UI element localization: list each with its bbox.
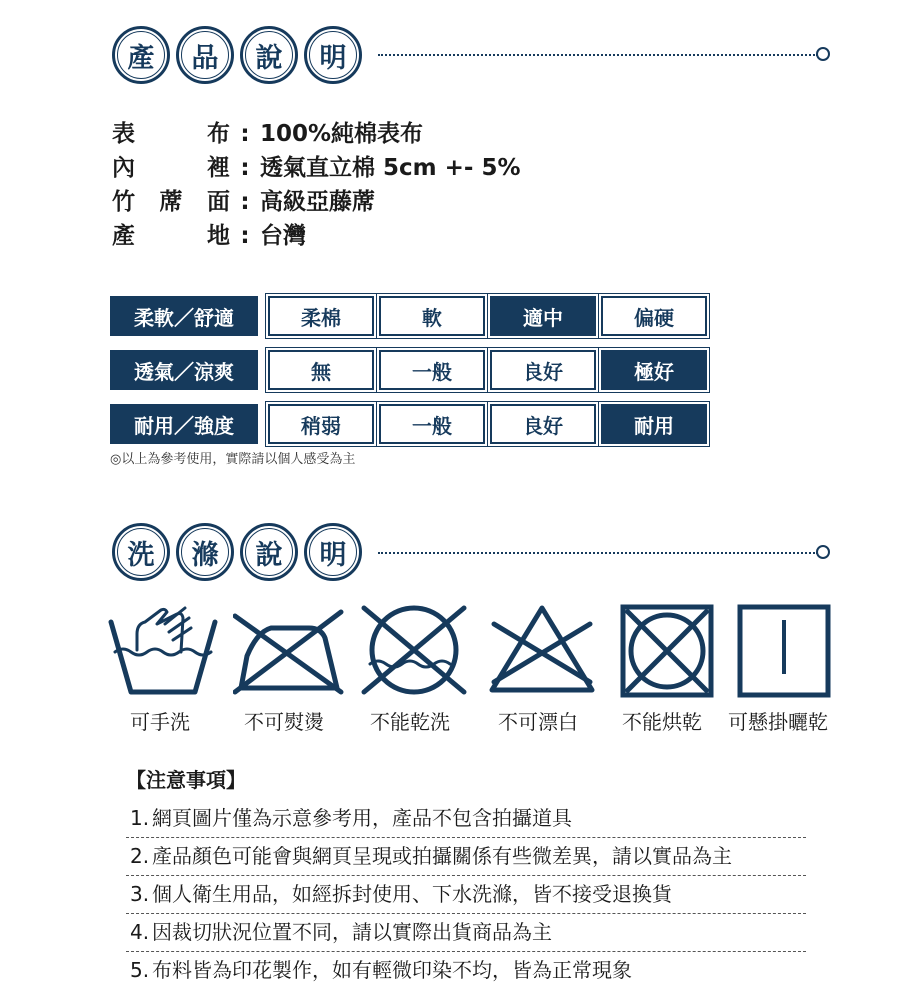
rating-option: 良好 [490, 350, 596, 390]
rating-head: 透氣／涼爽 [110, 350, 258, 390]
rating-option: 一般 [379, 404, 485, 444]
caution-item: 4. 因裁切狀況位置不同，請以實際出貨商品為主 [130, 920, 552, 944]
product-info-title [112, 25, 368, 85]
title-badge: 明 [304, 523, 362, 581]
rating-option: 良好 [490, 404, 596, 444]
rating-option: 無 [268, 350, 374, 390]
rating-head: 柔軟／舒適 [110, 296, 258, 336]
title-divider [378, 552, 818, 554]
spec-value: 台灣 [260, 223, 306, 249]
title-badge: 說 [240, 523, 298, 581]
no-bleach-icon [486, 604, 598, 696]
divider [126, 913, 806, 914]
hand-wash-icon [107, 604, 219, 696]
no-iron-icon [233, 604, 345, 696]
no-tumble-dry-icon [620, 604, 714, 698]
rating-option: 一般 [379, 350, 485, 390]
wash-label: 可懸掛曬乾 [728, 710, 828, 734]
title-badge: 洗 [112, 523, 170, 581]
spec-value: 透氣直立棉 5cm +- 5% [260, 155, 521, 181]
rating-row [110, 350, 712, 390]
divider [126, 951, 806, 952]
title-badge: 說 [240, 26, 298, 84]
spec-value: 100%純棉表布 [260, 121, 424, 147]
cautions-title: 【注意事項】 [126, 768, 246, 792]
spec-row: 內 裡 : 透氣直立棉 5cm +- 5% [112, 151, 521, 185]
rating-grid [110, 296, 712, 458]
wash-label: 不能乾洗 [370, 710, 450, 734]
title-divider [378, 54, 818, 56]
title-badge: 品 [176, 26, 234, 84]
divider-end-circle [816, 545, 830, 559]
rating-option: 極好 [601, 350, 707, 390]
spec-value: 高級亞藤蓆 [260, 189, 375, 215]
caution-item: 2. 產品顏色可能會與網頁呈現或拍攝關係有些微差異，請以實品為主 [130, 844, 732, 868]
rating-row [110, 404, 712, 444]
rating-option: 稍弱 [268, 404, 374, 444]
rating-head: 耐用／強度 [110, 404, 258, 444]
divider [126, 875, 806, 876]
washing-info-title [112, 522, 368, 582]
spec-row: 產 地 : 台灣 [112, 219, 521, 253]
wash-label: 不可熨燙 [244, 710, 324, 734]
no-dry-clean-icon [358, 604, 470, 696]
rating-note: ◎以上為參考使用，實際請以個人感受為主 [110, 452, 356, 467]
rating-row [110, 296, 712, 336]
caution-item: 5. 布料皆為印花製作，如有輕微印染不均，皆為正常現象 [130, 958, 632, 982]
title-badge: 產 [112, 26, 170, 84]
title-badge: 明 [304, 26, 362, 84]
wash-label: 不能烘乾 [622, 710, 702, 734]
divider-end-circle [816, 47, 830, 61]
divider [126, 837, 806, 838]
cautions-section [126, 764, 806, 988]
caution-item: 1. 網頁圖片僅為示意參考用，產品不包含拍攝道具 [130, 806, 572, 830]
line-dry-icon [737, 604, 831, 698]
rating-option: 軟 [379, 296, 485, 336]
wash-label: 可手洗 [130, 710, 190, 734]
wash-label: 不可漂白 [498, 710, 578, 734]
caution-item: 3. 個人衛生用品，如經拆封使用、下水洗滌，皆不接受退換貨 [130, 882, 672, 906]
spec-list [112, 117, 521, 253]
rating-option: 適中 [490, 296, 596, 336]
title-badge: 滌 [176, 523, 234, 581]
spec-row: 表 布 : 100%純棉表布 [112, 117, 521, 151]
spec-row: 竹 蓆 面 : 高級亞藤蓆 [112, 185, 521, 219]
rating-option: 偏硬 [601, 296, 707, 336]
rating-option: 耐用 [601, 404, 707, 444]
rating-option: 柔棉 [268, 296, 374, 336]
